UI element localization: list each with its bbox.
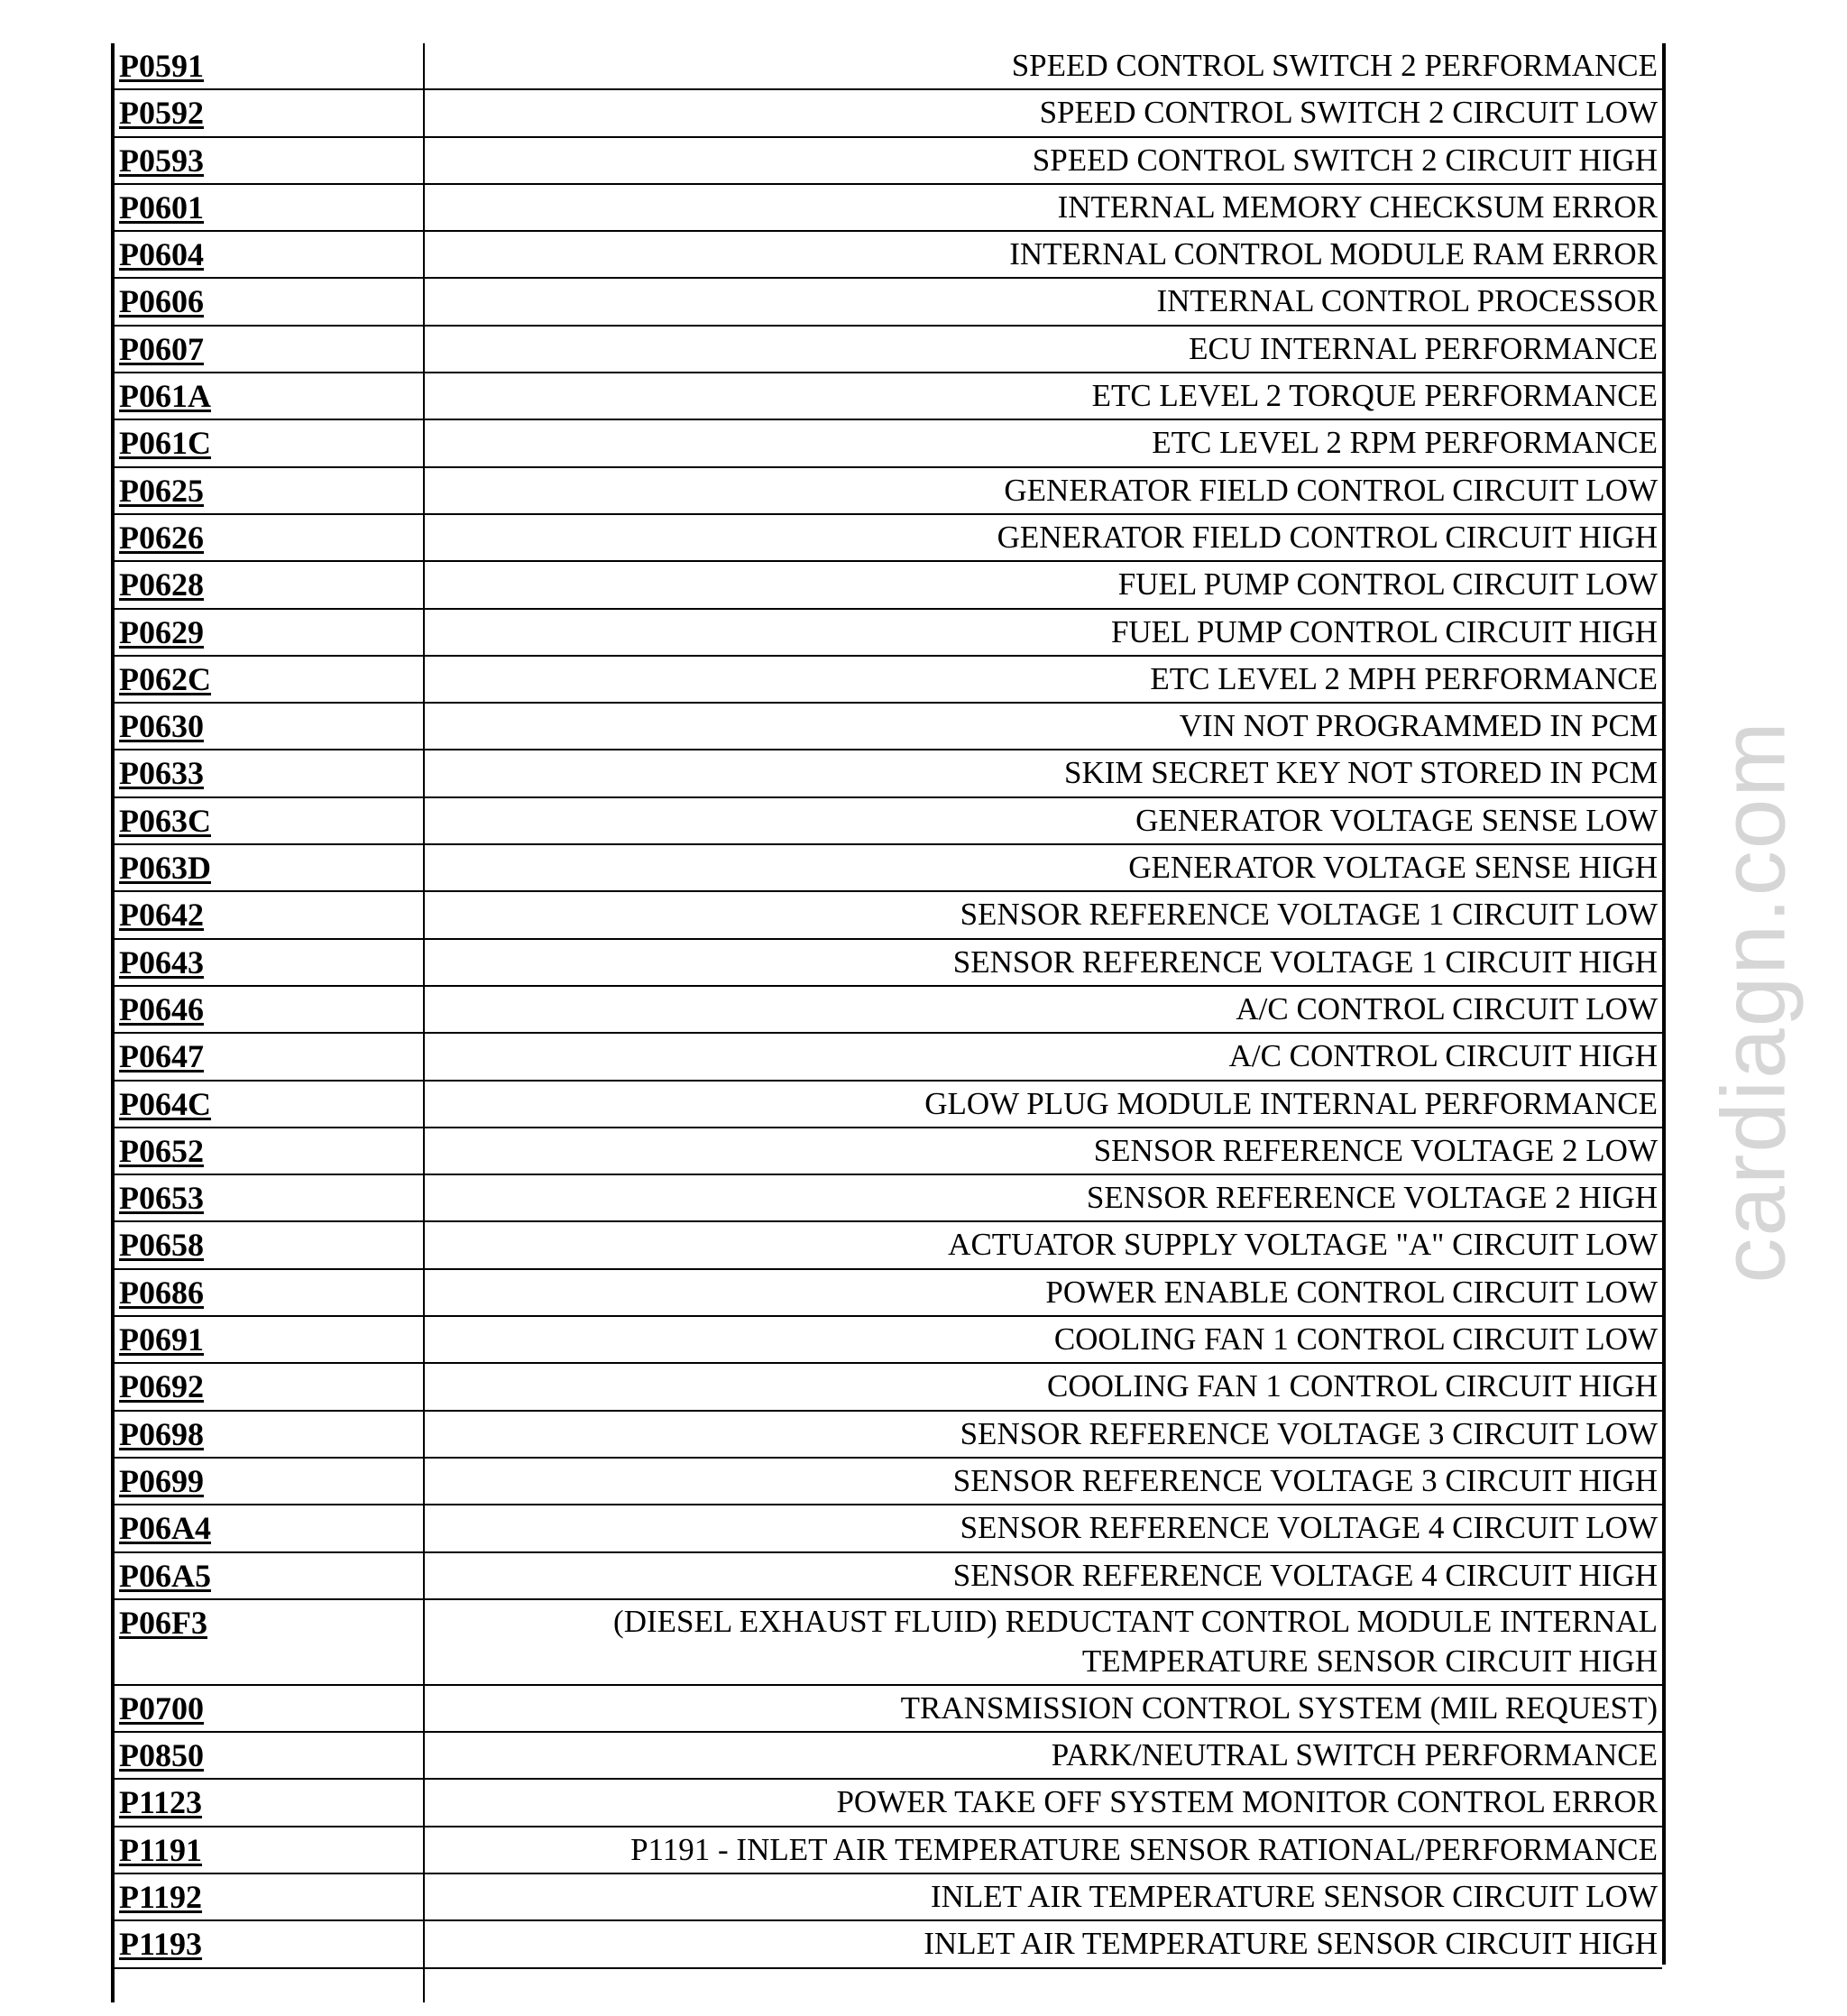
dtc-description: FUEL PUMP CONTROL CIRCUIT HIGH (1110, 613, 1658, 649)
dtc-code-link[interactable]: P06A4 (119, 1510, 211, 1547)
dtc-description: SPEED CONTROL SWITCH 2 CIRCUIT LOW (1039, 95, 1658, 131)
table-row (115, 515, 1662, 562)
dtc-description: SENSOR REFERENCE VOLTAGE 4 CIRCUIT HIGH (952, 1557, 1658, 1593)
dtc-description: A/C CONTROL CIRCUIT LOW (1236, 990, 1658, 1026)
dtc-code-link[interactable]: P0699 (119, 1462, 204, 1499)
dtc-description: SENSOR REFERENCE VOLTAGE 2 HIGH (1086, 1180, 1658, 1216)
dtc-description: ETC LEVEL 2 MPH PERFORMANCE (1150, 660, 1658, 696)
dtc-code-link[interactable]: P063D (119, 850, 211, 887)
dtc-code-link[interactable]: P0647 (119, 1038, 204, 1075)
table-row (115, 138, 1662, 185)
table-row (115, 1600, 1662, 1686)
table-row (115, 468, 1662, 515)
table-row (115, 1222, 1662, 1269)
dtc-description: P1191 - INLET AIR TEMPERATURE SENSOR RATIONAL/PERFORMANCE (630, 1831, 1658, 1867)
table-row (115, 750, 1662, 797)
table-right-border (1662, 43, 1666, 1965)
dtc-code-link[interactable]: P0646 (119, 990, 204, 1027)
dtc-description: INLET AIR TEMPERATURE SENSOR CIRCUIT LOW (930, 1878, 1658, 1914)
table-row (115, 1317, 1662, 1364)
dtc-code-link[interactable]: P064C (119, 1085, 211, 1122)
dtc-code-link[interactable]: P0601 (119, 189, 204, 226)
table-row (115, 1505, 1662, 1552)
dtc-description: COOLING FAN 1 CONTROL CIRCUIT HIGH (1047, 1368, 1658, 1404)
table-row (115, 1553, 1662, 1600)
table-row (115, 373, 1662, 420)
dtc-code-link[interactable]: P062C (119, 660, 211, 697)
dtc-code-link[interactable]: P0653 (119, 1180, 204, 1217)
dtc-description: SPEED CONTROL SWITCH 2 CIRCUIT HIGH (1032, 142, 1658, 178)
dtc-description: A/C CONTROL CIRCUIT HIGH (1228, 1038, 1658, 1074)
dtc-code-link[interactable]: P1191 (119, 1831, 203, 1868)
dtc-code-link[interactable]: P0629 (119, 613, 204, 650)
dtc-description: GENERATOR VOLTAGE SENSE HIGH (1128, 850, 1658, 886)
dtc-code-link[interactable]: P0691 (119, 1321, 204, 1358)
table-row (115, 1459, 1662, 1505)
dtc-description: INTERNAL MEMORY CHECKSUM ERROR (1057, 189, 1658, 225)
table-row (115, 1874, 1662, 1921)
dtc-description: POWER ENABLE CONTROL CIRCUIT LOW (1045, 1274, 1658, 1310)
table-row (115, 1827, 1662, 1874)
watermark-text: cardiagn.com (1703, 719, 1805, 1284)
table-row (115, 420, 1662, 467)
dtc-description: GENERATOR VOLTAGE SENSE LOW (1135, 802, 1658, 838)
table-row (115, 1412, 1662, 1459)
table-row (115, 845, 1662, 892)
dtc-code-link[interactable]: P0592 (119, 95, 204, 132)
dtc-code-link[interactable]: P0593 (119, 142, 204, 179)
table-row (115, 1270, 1662, 1317)
dtc-code-link[interactable]: P1192 (119, 1878, 203, 1915)
dtc-code-link[interactable]: P1193 (119, 1926, 203, 1963)
dtc-description: GENERATOR FIELD CONTROL CIRCUIT HIGH (997, 519, 1658, 555)
table-row (115, 279, 1662, 326)
table-row (115, 1921, 1662, 1968)
dtc-description: SENSOR REFERENCE VOLTAGE 2 LOW (1093, 1132, 1658, 1168)
table-row (115, 90, 1662, 137)
dtc-description: ACTUATOR SUPPLY VOLTAGE "A" CIRCUIT LOW (948, 1227, 1658, 1263)
dtc-description: ETC LEVEL 2 RPM PERFORMANCE (1152, 425, 1658, 461)
dtc-code-link[interactable]: P0606 (119, 283, 204, 320)
dtc-code-link[interactable]: P0692 (119, 1368, 204, 1405)
dtc-description: POWER TAKE OFF SYSTEM MONITOR CONTROL ERROR (836, 1784, 1658, 1820)
table-row (115, 704, 1662, 750)
dtc-code-link[interactable]: P0850 (119, 1737, 204, 1774)
watermark (1673, 719, 1835, 1284)
dtc-description: (DIESEL EXHAUST FLUID) REDUCTANT CONTROL MODULE INTERNAL TEMPERATURE SENSOR CIRCUIT HIGH (613, 1603, 1658, 1679)
table-row (115, 987, 1662, 1034)
dtc-description: VIN NOT PROGRAMMED IN PCM (1179, 708, 1658, 744)
dtc-description: GENERATOR FIELD CONTROL CIRCUIT LOW (1004, 472, 1658, 508)
dtc-description: INTERNAL CONTROL PROCESSOR (1156, 283, 1658, 319)
dtc-code-link[interactable]: P0642 (119, 897, 204, 934)
dtc-description: PARK/NEUTRAL SWITCH PERFORMANCE (1051, 1737, 1658, 1773)
table-row (115, 232, 1662, 279)
table-row (115, 562, 1662, 609)
dtc-description: ETC LEVEL 2 TORQUE PERFORMANCE (1091, 378, 1658, 414)
dtc-description: TRANSMISSION CONTROL SYSTEM (MIL REQUEST) (900, 1689, 1658, 1726)
dtc-code-link[interactable]: P061A (119, 378, 211, 415)
table-row (115, 1733, 1662, 1780)
dtc-description: FUEL PUMP CONTROL CIRCUIT LOW (1117, 566, 1658, 603)
dtc-code-link[interactable]: P0625 (119, 472, 204, 509)
table-row (115, 1780, 1662, 1827)
dtc-code-link[interactable]: P063C (119, 802, 211, 839)
dtc-description: GLOW PLUG MODULE INTERNAL PERFORMANCE (924, 1085, 1658, 1121)
dtc-description: SKIM SECRET KEY NOT STORED IN PCM (1064, 755, 1658, 791)
dtc-code-link[interactable]: P0628 (119, 566, 204, 603)
dtc-code-table (115, 43, 1662, 2016)
dtc-code-link[interactable]: P0643 (119, 944, 204, 980)
table-row (115, 1686, 1662, 1733)
table-row (115, 940, 1662, 987)
dtc-code-link[interactable]: P061C (119, 425, 211, 462)
table-row (115, 43, 1662, 90)
dtc-description: INLET AIR TEMPERATURE SENSOR CIRCUIT HIGH (924, 1926, 1658, 1962)
dtc-code-link[interactable]: P0698 (119, 1415, 204, 1452)
dtc-description: COOLING FAN 1 CONTROL CIRCUIT LOW (1053, 1321, 1658, 1358)
dtc-description: ECU INTERNAL PERFORMANCE (1189, 330, 1658, 366)
dtc-description: INTERNAL CONTROL MODULE RAM ERROR (1009, 236, 1658, 272)
dtc-code-link[interactable]: P06A5 (119, 1557, 211, 1594)
table-row (115, 1175, 1662, 1222)
dtc-description: SENSOR REFERENCE VOLTAGE 1 CIRCUIT HIGH (952, 944, 1658, 980)
dtc-code-link[interactable]: P0630 (119, 708, 204, 745)
dtc-code-link[interactable]: P06F3 (119, 1604, 207, 1641)
table-row (115, 657, 1662, 704)
dtc-description: SENSOR REFERENCE VOLTAGE 4 CIRCUIT LOW (960, 1510, 1658, 1546)
table-row (115, 1128, 1662, 1175)
dtc-code-link[interactable]: P0604 (119, 236, 204, 273)
table-row-empty (115, 1969, 1662, 2016)
table-row (115, 1082, 1662, 1128)
dtc-description: SENSOR REFERENCE VOLTAGE 3 CIRCUIT LOW (960, 1415, 1658, 1451)
table-row (115, 798, 1662, 845)
dtc-code-link[interactable]: P0633 (119, 755, 204, 792)
dtc-code-link[interactable]: P0686 (119, 1274, 204, 1311)
dtc-description: SENSOR REFERENCE VOLTAGE 1 CIRCUIT LOW (960, 897, 1658, 933)
dtc-code-link[interactable]: P0658 (119, 1227, 204, 1264)
table-row (115, 327, 1662, 373)
dtc-code-link[interactable]: P0626 (119, 519, 204, 556)
dtc-code-link[interactable]: P0652 (119, 1132, 204, 1169)
table-row (115, 892, 1662, 939)
dtc-code-link[interactable]: P0700 (119, 1689, 204, 1726)
table-row (115, 610, 1662, 657)
table-row (115, 1364, 1662, 1411)
dtc-code-link[interactable]: P0607 (119, 330, 204, 367)
dtc-code-link[interactable]: P0591 (119, 48, 204, 84)
dtc-description: SPEED CONTROL SWITCH 2 PERFORMANCE (1011, 48, 1658, 83)
dtc-description: SENSOR REFERENCE VOLTAGE 3 CIRCUIT HIGH (952, 1462, 1658, 1498)
dtc-code-link[interactable]: P1123 (119, 1784, 203, 1821)
table-row (115, 185, 1662, 232)
table-row (115, 1034, 1662, 1081)
